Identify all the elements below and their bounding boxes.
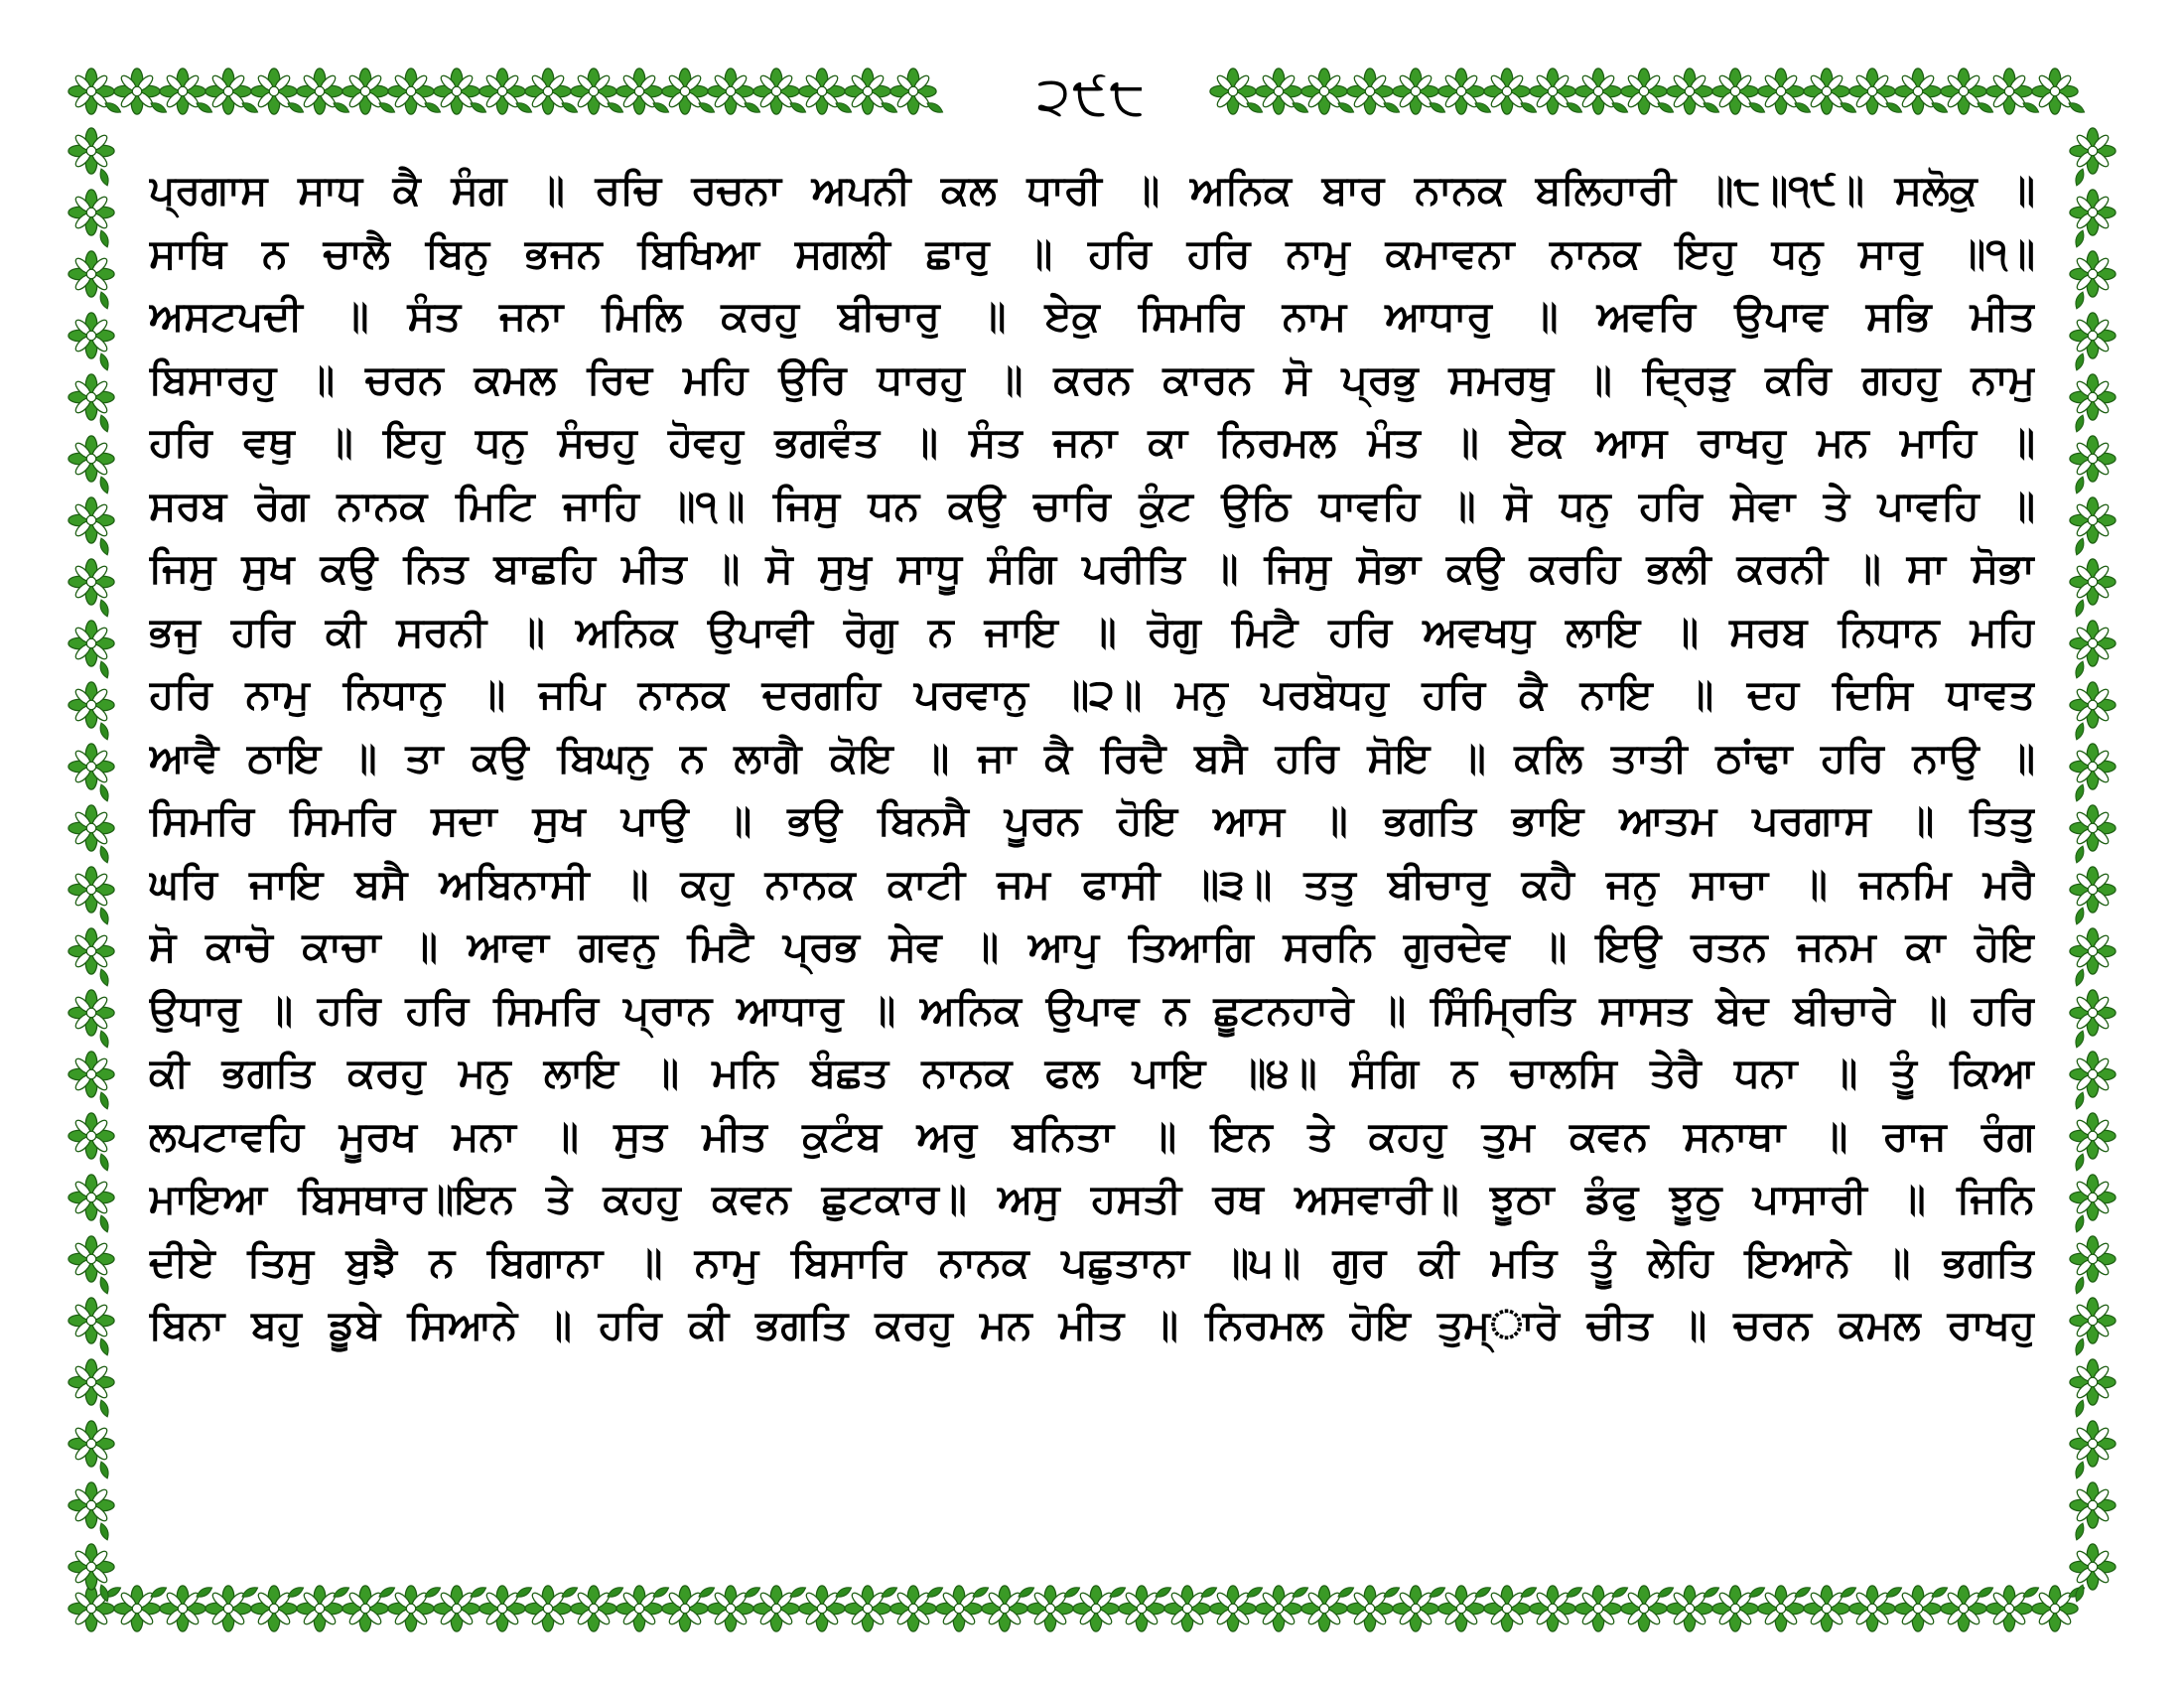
leaf-ornament: [2074, 291, 2087, 310]
flower-ornament: [2070, 497, 2116, 543]
flower-ornament: [68, 497, 114, 543]
leaf-ornament: [2074, 1522, 2087, 1541]
flower-ornament: [2070, 313, 2116, 358]
flower-ornament: [68, 374, 114, 420]
flower-ornament: [68, 744, 114, 789]
flower-ornament: [2070, 436, 2116, 482]
text-line: ਸੋ ਕਾਚੋ ਕਾਚਾ ॥ ਆਵਾ ਗਵਨੁ ਮਿਟੈ ਪ੍ਰਭ ਸੇਵ ॥ ਆਪੁ ਤਿਆਗਿ ਸਰਨਿ ਗੁਰਦੇਵ ॥ ਇਉ ਰਤਨ ਜਨਮ ਕਾ ਹੋਇ: [149, 922, 2035, 970]
leaf-ornament: [2074, 1399, 2087, 1418]
scripture-text: [149, 159, 2035, 1549]
leaf-ornament: [2074, 1153, 2087, 1172]
flower-ornament: [68, 805, 114, 851]
leaf-ornament: [98, 1153, 111, 1172]
flower-ornament: [2070, 928, 2116, 974]
leaf-ornament: [2074, 907, 2087, 925]
text-line: ਅਸਟਪਦੀ ॥ ਸੰਤ ਜਨਾ ਮਿਲਿ ਕਰਹੁ ਬੀਚਾਰੁ ॥ ਏਕੁ ਸਿਮਰਿ ਨਾਮ ਆਧਾਰੁ ॥ ਅਵਰਿ ਉਪਾਵ ਸਭਿ ਮੀਤ: [149, 292, 2035, 340]
flower-ornament: [68, 436, 114, 482]
leaf-ornament: [2074, 845, 2087, 864]
flower-ornament: [68, 251, 114, 297]
leaf-ornament: [98, 1091, 111, 1110]
leaf-ornament: [2074, 599, 2087, 618]
flower-ornament: [2070, 1359, 2116, 1405]
flower-ornament: [68, 621, 114, 666]
text-line: ਪ੍ਰਗਾਸ ਸਾਧ ਕੈ ਸੰਗ ॥ ਰਚਿ ਰਚਨਾ ਅਪਨੀ ਕਲ ਧਾਰੀ ॥ ਅਨਿਕ ਬਾਰ ਨਾਨਕ ਬਲਿਹਾਰੀ ॥੮॥੧੯॥ ਸਲੋਕੁ ॥: [149, 166, 2035, 213]
flower-ornament: [2070, 744, 2116, 789]
text-line: ਭਜੁ ਹਰਿ ਕੀ ਸਰਨੀ ॥ ਅਨਿਕ ਉਪਾਵੀ ਰੋਗੁ ਨ ਜਾਇ ॥ ਰੋਗੁ ਮਿਟੈ ਹਰਿ ਅਵਖਧੁ ਲਾਇ ॥ ਸਰਬ ਨਿਧਾਨ ਮਹਿ: [149, 607, 2035, 655]
leaf-ornament: [2074, 537, 2087, 556]
flower-ornament: [2070, 867, 2116, 913]
flower-ornament: [68, 867, 114, 913]
leaf-ornament: [98, 1337, 111, 1356]
text-line: ਸਰਬ ਰੋਗ ਨਾਨਕ ਮਿਟਿ ਜਾਹਿ ॥੧॥ ਜਿਸੁ ਧਨ ਕਉ ਚਾਰਿ ਕੁੰਟ ਉਠਿ ਧਾਵਹਿ ॥ ਸੋ ਧਨੁ ਹਰਿ ਸੇਵਾ ਤੇ ਪਾਵਹਿ ॥: [149, 481, 2035, 529]
leaf-ornament: [98, 845, 111, 864]
flower-ornament: [68, 313, 114, 358]
flower-ornament: [68, 990, 114, 1036]
leaf-ornament: [98, 291, 111, 310]
leaf-ornament: [98, 352, 111, 371]
leaf-ornament: [98, 1461, 111, 1479]
text-line: ਬਿਸਾਰਹੁ ॥ ਚਰਨ ਕਮਲ ਰਿਦ ਮਹਿ ਉਰਿ ਧਾਰਹੁ ॥ ਕਰਨ ਕਾਰਨ ਸੋ ਪ੍ਰਭੁ ਸਮਰਥੁ ॥ ਦ੍ਰਿੜੁ ਕਰਿ ਗਹਹੁ ਨਾਮੁ: [149, 354, 2035, 403]
leaf-ornament: [98, 537, 111, 556]
text-line: ਸਾਥਿ ਨ ਚਾਲੈ ਬਿਨੁ ਭਜਨ ਬਿਖਿਆ ਸਗਲੀ ਛਾਰੁ ॥ ਹਰਿ ਹਰਿ ਨਾਮੁ ਕਮਾਵਨਾ ਨਾਨਕ ਇਹੁ ਧਨੁ ਸਾਰੁ ॥੧॥: [149, 228, 2035, 277]
flower-ornament: [68, 1298, 114, 1343]
leaf-ornament: [98, 599, 111, 618]
leaf-ornament: [98, 229, 111, 248]
text-line: ਉਧਾਰੁ ॥ ਹਰਿ ਹਰਿ ਸਿਮਰਿ ਪ੍ਰਾਨ ਆਧਾਰੁ ॥ ਅਨਿਕ ਉਪਾਵ ਨ ਛੂਟਨਹਾਰੇ ॥ ਸਿੰਮ੍ਰਿਤਿ ਸਾਸਤ ਬੇਦ ਬੀਚਾਰੇ ॥ ਹਰਿ: [149, 985, 2035, 1034]
text-line: ਸਿਮਰਿ ਸਿਮਰਿ ਸਦਾ ਸੁਖ ਪਾਉ ॥ ਭਉ ਬਿਨਸੈ ਪੂਰਨ ਹੋਇ ਆਸ ॥ ਭਗਤਿ ਭਾਇ ਆਤਮ ਪਰਗਾਸ ॥ ਤਿਤੁ: [149, 796, 2035, 844]
flower-ornament: [2070, 1421, 2116, 1467]
leaf-ornament: [2074, 414, 2087, 433]
flower-ornament: [2070, 251, 2116, 297]
text-line: ਦੀਏ ਤਿਸੁ ਬੁਝੈ ਨ ਬਿਗਾਨਾ ॥ ਨਾਮੁ ਬਿਸਾਰਿ ਨਾਨਕ ਪਛੁਤਾਨਾ ॥੫॥ ਗੁਰ ਕੀ ਮਤਿ ਤੂੰ ਲੇਹਿ ਇਆਨੇ ॥ ਭਗਤਿ: [149, 1237, 2035, 1286]
text-line: ਆਵੈ ਠਾਇ ॥ ਤਾ ਕਉ ਬਿਘਨੁ ਨ ਲਾਗੈ ਕੋਇ ॥ ਜਾ ਕੈ ਰਿਦੈ ਬਸੈ ਹਰਿ ਸੋਇ ॥ ਕਲਿ ਤਾਤੀ ਠਾਂਢਾ ਹਰਿ ਨਾਉ ॥: [149, 733, 2035, 781]
leaf-ornament: [2074, 660, 2087, 679]
flower-ornament: [2070, 1544, 2116, 1590]
flower-ornament: [68, 1544, 114, 1590]
flower-ornament: [2070, 1175, 2116, 1220]
leaf-ornament: [98, 1276, 111, 1295]
flower-ornament: [2070, 1052, 2116, 1097]
leaf-ornament: [2074, 1214, 2087, 1233]
text-line: ਹਰਿ ਨਾਮੁ ਨਿਧਾਨੁ ॥ ਜਪਿ ਨਾਨਕ ਦਰਗਹਿ ਪਰਵਾਨੁ ॥੨॥ ਮਨੁ ਪਰਬੋਧਹੁ ਹਰਿ ਕੈ ਨਾਇ ॥ ਦਹ ਦਿਸਿ ਧਾਵਤ: [149, 670, 2035, 718]
leaf-ornament: [98, 783, 111, 802]
leaf-ornament: [98, 414, 111, 433]
flower-ornament: [2070, 1482, 2116, 1528]
leaf-ornament: [98, 660, 111, 679]
leaf-ornament: [2074, 1276, 2087, 1295]
leaf-ornament: [98, 168, 111, 187]
flower-ornament: [2070, 805, 2116, 851]
text-line: ਲਪਟਾਵਹਿ ਮੂਰਖ ਮਨਾ ॥ ਸੁਤ ਮੀਤ ਕੁਟੰਬ ਅਰੁ ਬਨਿਤਾ ॥ ਇਨ ਤੇ ਕਹਹੁ ਤੁਮ ਕਵਨ ਸਨਾਥਾ ॥ ਰਾਜ ਰੰਗ: [149, 1111, 2035, 1160]
text-line: ਜਿਸੁ ਸੁਖ ਕਉ ਨਿਤ ਬਾਛਹਿ ਮੀਤ ॥ ਸੋ ਸੁਖੁ ਸਾਧੂ ਸੰਗਿ ਪਰੀਤਿ ॥ ਜਿਸੁ ਸੋਭਾ ਕਉ ਕਰਹਿ ਭਲੀ ਕਰਨੀ ॥ ਸਾ ਸੋਭਾ: [149, 544, 2035, 592]
flower-ornament: [2070, 1298, 2116, 1343]
flower-ornament: [2070, 990, 2116, 1036]
flower-ornament: [68, 1113, 114, 1159]
leaf-ornament: [2074, 783, 2087, 802]
leaf-ornament: [2074, 352, 2087, 371]
leaf-ornament: [98, 968, 111, 987]
text-line: ਕੀ ਭਗਤਿ ਕਰਹੁ ਮਨੁ ਲਾਇ ॥ ਮਨਿ ਬੰਛਤ ਨਾਨਕ ਫਲ ਪਾਇ ॥੪॥ ਸੰਗਿ ਨ ਚਾਲਸਿ ਤੇਰੈ ਧਨਾ ॥ ਤੂੰ ਕਿਆ: [149, 1049, 2035, 1096]
flower-ornament: [2070, 128, 2116, 174]
leaf-ornament: [98, 907, 111, 925]
leaf-ornament: [98, 1214, 111, 1233]
flower-ornament: [2070, 682, 2116, 728]
flower-ornament: [68, 928, 114, 974]
flower-ornament: [2070, 621, 2116, 666]
flower-ornament: [68, 682, 114, 728]
leaf-ornament: [98, 1399, 111, 1418]
flower-ornament: [68, 1482, 114, 1528]
leaf-ornament: [2074, 476, 2087, 494]
leaf-ornament: [98, 722, 111, 741]
leaf-ornament: [2074, 722, 2087, 741]
leaf-ornament: [98, 1522, 111, 1541]
text-line: ਮਾਇਆ ਬਿਸਥਾਰ॥ਇਨ ਤੇ ਕਹਹੁ ਕਵਨ ਛੁਟਕਾਰ॥ ਅਸੁ ਹਸਤੀ ਰਥ ਅਸਵਾਰੀ॥ ਝੂਠਾ ਡੰਫੁ ਝੂਠੁ ਪਾਸਾਰੀ ॥ ਜਿਨਿ: [149, 1175, 2035, 1222]
text-line: ਹਰਿ ਵਥੁ ॥ ਇਹੁ ਧਨੁ ਸੰਚਹੁ ਹੋਵਹੁ ਭਗਵੰਤ ॥ ਸੰਤ ਜਨਾ ਕਾ ਨਿਰਮਲ ਮੰਤ ॥ ਏਕ ਆਸ ਰਾਖਹੁ ਮਨ ਮਾਹਿ ॥: [149, 418, 2035, 466]
flower-ornament: [68, 190, 114, 235]
flower-ornament: [68, 559, 114, 605]
flower-ornament: [2070, 190, 2116, 235]
page-number: ੨੯੮: [983, 54, 1201, 139]
leaf-ornament: [98, 1030, 111, 1049]
flower-ornament: [68, 1359, 114, 1405]
leaf-ornament: [2074, 968, 2087, 987]
flower-ornament: [2070, 1113, 2116, 1159]
leaf-ornament: [2074, 1461, 2087, 1479]
flower-ornament: [68, 128, 114, 174]
flower-ornament: [68, 1052, 114, 1097]
flower-ornament: [2070, 374, 2116, 420]
flower-ornament: [68, 1421, 114, 1467]
flower-ornament: [2070, 1236, 2116, 1282]
leaf-ornament: [2074, 1091, 2087, 1110]
leaf-ornament: [2074, 168, 2087, 187]
flower-ornament: [2070, 559, 2116, 605]
leaf-ornament: [2074, 1337, 2087, 1356]
text-line: ਬਿਨਾ ਬਹੁ ਡੂਬੇ ਸਿਆਨੇ ॥ ਹਰਿ ਕੀ ਭਗਤਿ ਕਰਹੁ ਮਨ ਮੀਤ ॥ ਨਿਰਮਲ ਹੋਇ ਤੁਮ੍ਾਰੋ ਚੀਤ ॥ ਚਰਨ ਕਮਲ ਰਾਖਹੁ: [149, 1301, 2035, 1348]
leaf-ornament: [98, 476, 111, 494]
leaf-ornament: [2074, 1030, 2087, 1049]
flower-ornament: [68, 1236, 114, 1282]
leaf-ornament: [2074, 229, 2087, 248]
flower-ornament: [68, 1175, 114, 1220]
text-line: ਘਰਿ ਜਾਇ ਬਸੈ ਅਬਿਨਾਸੀ ॥ ਕਹੁ ਨਾਨਕ ਕਾਟੀ ਜਮ ਫਾਸੀ ॥੩॥ ਤਤੁ ਬੀਚਾਰੁ ਕਹੈ ਜਨੁ ਸਾਚਾ ॥ ਜਨਮਿ ਮਰੈ: [149, 859, 2035, 908]
